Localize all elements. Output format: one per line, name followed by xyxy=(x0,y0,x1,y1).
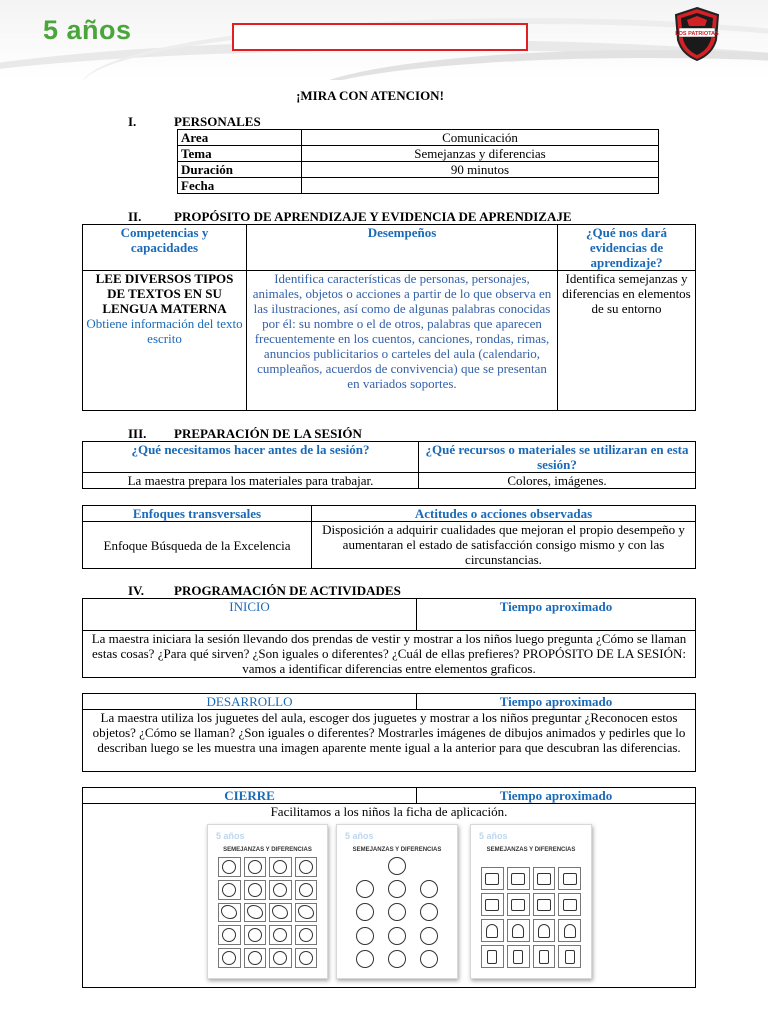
table-row xyxy=(178,130,659,146)
competencia-text: LEE DIVERSOS TIPOS DE TEXTOS EN SU LENGUA MATERNA xyxy=(95,271,234,316)
section-number: II. xyxy=(128,209,142,224)
table-cell-label: Tema xyxy=(178,146,302,162)
worksheet-cell xyxy=(507,945,530,968)
worksheet-drawing xyxy=(537,899,551,911)
table-header: Competencias y capacidades xyxy=(83,225,247,271)
worksheet-drawing xyxy=(299,928,313,942)
phase-label-desarrollo: DESARROLLO xyxy=(83,694,417,710)
page-title: ¡MIRA CON ATENCION! xyxy=(296,88,444,103)
table-header: ¿Qué recursos o materiales se utilizaran en esta sesión? xyxy=(419,442,696,473)
worksheet-drawing xyxy=(420,950,438,968)
worksheet-drawing xyxy=(356,950,374,968)
worksheet-drawing xyxy=(273,883,287,897)
section-label: PROGRAMACIÓN DE ACTIVIDADES xyxy=(174,583,401,598)
worksheet-drawing xyxy=(222,860,236,874)
worksheet-drawing xyxy=(222,928,236,942)
table-header-row xyxy=(83,599,696,631)
personales-table xyxy=(177,129,659,194)
table-cell-value: 90 minutos xyxy=(302,162,659,178)
fruit-grid xyxy=(218,857,317,968)
worksheet-cell xyxy=(481,919,504,942)
grade-label: 5 años xyxy=(43,15,132,45)
worksheet-drawing xyxy=(248,883,262,897)
worksheet-thumbnail xyxy=(207,824,328,979)
worksheet-drawing xyxy=(388,857,406,875)
worksheet-cell xyxy=(269,903,292,923)
worksheet-drawing xyxy=(356,927,374,945)
proposito-table xyxy=(82,224,696,411)
tiempo-header: Tiempo aproximado xyxy=(417,694,696,710)
worksheet-drawing xyxy=(487,950,497,964)
table-row xyxy=(178,162,659,178)
capacidad-text: Obtiene información del texto escrito xyxy=(86,316,243,346)
table-cell-label: Area xyxy=(178,130,302,146)
worksheet-grade: 5 años xyxy=(479,831,508,841)
worksheet-cell xyxy=(533,893,556,916)
worksheet-drawing xyxy=(420,927,438,945)
worksheet-title: SEMEJANZAS Y DIFERENCIAS xyxy=(486,847,576,853)
worksheet-drawing xyxy=(539,950,549,964)
table-header-row xyxy=(83,694,696,710)
table-row xyxy=(178,178,659,194)
worksheet-cell xyxy=(507,919,530,942)
worksheet-cell xyxy=(218,948,241,968)
worksheet-cell xyxy=(383,950,410,968)
worksheet-drawing xyxy=(356,903,374,921)
school-shield-logo xyxy=(672,6,722,62)
worksheet-cell xyxy=(269,857,292,877)
worksheet-cell xyxy=(481,867,504,890)
worksheet-drawing xyxy=(563,899,577,911)
worksheet-cell xyxy=(533,945,556,968)
worksheet-cell xyxy=(383,880,410,898)
phase-label-inicio: INICIO xyxy=(83,599,417,631)
worksheet-cell xyxy=(351,880,378,898)
section-heading-proposito xyxy=(128,209,572,224)
table-row xyxy=(83,522,696,569)
worksheet-cell xyxy=(507,867,530,890)
worksheet-drawing xyxy=(221,905,237,919)
worksheet-cell xyxy=(244,903,267,923)
table-header: Actitudes o acciones observadas xyxy=(312,506,696,522)
worksheet-cell xyxy=(351,903,378,921)
table-row xyxy=(83,710,696,772)
worksheet-cell xyxy=(558,867,581,890)
table-cell-value: Comunicación xyxy=(302,130,659,146)
worksheet-cell xyxy=(244,880,267,900)
worksheet-drawing xyxy=(388,880,406,898)
worksheet-cell xyxy=(558,945,581,968)
worksheet-drawing xyxy=(537,873,551,885)
section-number: III. xyxy=(128,426,147,441)
worksheet-drawing xyxy=(299,883,313,897)
phase-label-cierre: CIERRE xyxy=(83,788,417,804)
antes-text: La maestra prepara los materiales para trabajar. xyxy=(83,473,419,489)
worksheet-drawing xyxy=(273,951,287,965)
table-header-row xyxy=(83,506,696,522)
worksheet-cell xyxy=(244,925,267,945)
table-row xyxy=(83,631,696,678)
table-row xyxy=(83,473,696,489)
worksheet-drawing xyxy=(485,899,499,911)
student-name-box[interactable] xyxy=(232,23,528,51)
worksheet-cell xyxy=(416,927,443,945)
table-header: ¿Qué nos dará evidencias de aprendizaje? xyxy=(558,225,696,271)
worksheet-drawing xyxy=(420,903,438,921)
enfoques-table xyxy=(82,505,696,569)
worksheet-drawing xyxy=(273,928,287,942)
page-header xyxy=(0,0,768,80)
worksheet-cell xyxy=(558,919,581,942)
worksheet-cell xyxy=(244,948,267,968)
table-header-row xyxy=(83,788,696,804)
worksheet-drawing xyxy=(299,951,313,965)
logo-text: LOS PATRIOTAS xyxy=(675,31,719,37)
worksheet-cell xyxy=(244,857,267,877)
section-heading-preparacion xyxy=(128,426,362,441)
preparacion-table xyxy=(82,441,696,489)
worksheet-cell xyxy=(507,893,530,916)
inicio-text: La maestra iniciara la sesión llevando dos prendas de vestir y mostrar a los niños luego pregunta ¿Cómo se llaman estas cosas? ¿Para qué sirven? ¿Son iguales o diferentes? ¿Cuál de ellas prefieres? PROPÓSITO DE LA SESIÓN: vamos a identificar diferencias entre elementos graficos. xyxy=(83,631,696,678)
desarrollo-table xyxy=(82,693,696,772)
worksheet-cell xyxy=(218,857,241,877)
table-cell-value: Semejanzas y diferencias xyxy=(302,146,659,162)
table-cell xyxy=(83,271,247,411)
inicio-table xyxy=(82,598,696,678)
worksheet-title: SEMEJANZAS Y DIFERENCIAS xyxy=(352,847,442,853)
table-cell-label: Duración xyxy=(178,162,302,178)
worksheet-cell xyxy=(218,903,241,923)
worksheet-drawing xyxy=(563,873,577,885)
worksheet-drawing xyxy=(485,873,499,885)
table-header: Enfoques transversales xyxy=(83,506,312,522)
worksheet-drawing xyxy=(248,860,262,874)
worksheet-thumbnail xyxy=(470,824,592,979)
cierre-text: Facilitamos a los niños la ficha de aplicación. xyxy=(83,804,696,988)
clothes-grid xyxy=(481,867,581,968)
worksheet-grade: 5 años xyxy=(216,831,245,841)
worksheet-cell xyxy=(295,925,318,945)
worksheet-drawing xyxy=(564,924,576,938)
worksheet-cell xyxy=(218,880,241,900)
table-cell-label: Fecha xyxy=(178,178,302,194)
worksheet-drawing xyxy=(512,924,524,938)
worksheet-thumbnail xyxy=(336,824,458,979)
table-row xyxy=(178,146,659,162)
worksheet-cell xyxy=(481,945,504,968)
section-label: PREPARACIÓN DE LA SESIÓN xyxy=(174,426,362,441)
worksheet-drawing xyxy=(356,880,374,898)
worksheet-drawing xyxy=(486,924,498,938)
worksheet-drawing xyxy=(420,880,438,898)
worksheet-title: SEMEJANZAS Y DIFERENCIAS xyxy=(223,847,312,853)
section-heading-programacion xyxy=(128,583,401,598)
section-number: I. xyxy=(128,114,137,129)
desempeno-text: Identifica características de personas, personajes, animales, objetos o acciones a partir de lo que observa en las ilustraciones, así como de algunas palabras conocidas por él: su nombre o el de otros, palabras que aparecen frecuentemente en los cuentos, canciones, rondas, rimas, anuncios publicitarios o carteles del aula (calendario, cumpleaños, acuerdos de convivencia) que se presentan en variados soportes. xyxy=(247,271,558,411)
worksheet-grade: 5 años xyxy=(345,831,374,841)
tiempo-header: Tiempo aproximado xyxy=(417,788,696,804)
fruit-compare-grid xyxy=(351,857,443,968)
worksheet-cell xyxy=(351,950,378,968)
worksheet-drawing xyxy=(247,905,263,919)
table-header: ¿Qué necesitamos hacer antes de la sesión? xyxy=(83,442,419,473)
worksheet-cell xyxy=(269,925,292,945)
worksheet-cell xyxy=(416,903,443,921)
worksheet-drawing xyxy=(222,883,236,897)
tiempo-header: Tiempo aproximado xyxy=(417,599,696,631)
worksheet-drawing xyxy=(538,924,550,938)
worksheet-cell xyxy=(295,880,318,900)
table-cell-value xyxy=(302,178,659,194)
enfoque-text: Enfoque Búsqueda de la Excelencia xyxy=(83,522,312,569)
worksheet-cell xyxy=(383,927,410,945)
desarrollo-text: La maestra utiliza los juguetes del aula, escoger dos juguetes y mostrar a los niños preguntar ¿Reconocen estos objetos? ¿Cómo se llaman? ¿Son iguales o diferentes? Mostrarles imágenes de dibujos animados y pedirles que lo describan luego se les muestra una imagen aparente mente igual a la anterior para que descubran las diferencias. xyxy=(83,710,696,772)
worksheet-cell xyxy=(558,893,581,916)
section-label: PROPÓSITO DE APRENDIZAJE Y EVIDENCIA DE APRENDIZAJE xyxy=(174,209,572,224)
worksheet-cell xyxy=(218,925,241,945)
worksheet-drawing xyxy=(248,951,262,965)
worksheet-drawing xyxy=(511,873,525,885)
section-number: IV. xyxy=(128,583,145,598)
worksheet-cell xyxy=(383,903,410,921)
recursos-text: Colores, imágenes. xyxy=(419,473,696,489)
worksheet-cell xyxy=(295,948,318,968)
actitud-text: Disposición a adquirir cualidades que mejoran el propio desempeño y aumentaran el estado de satisfacción consigo mismo y con las circunstancias. xyxy=(312,522,696,569)
table-header: Desempeños xyxy=(247,225,558,271)
worksheet-drawing xyxy=(565,950,575,964)
worksheet-cell xyxy=(416,950,443,968)
table-header-row xyxy=(83,442,696,473)
worksheet-drawing xyxy=(299,860,313,874)
worksheet-drawing xyxy=(248,928,262,942)
worksheet-cell xyxy=(533,919,556,942)
worksheet-drawing xyxy=(388,903,406,921)
worksheet-cell xyxy=(269,880,292,900)
worksheet-drawing xyxy=(388,950,406,968)
table-row xyxy=(83,271,696,411)
worksheet-drawing xyxy=(511,899,525,911)
worksheet-drawing xyxy=(513,950,523,964)
worksheet-cell xyxy=(383,857,410,875)
worksheet-cell xyxy=(533,867,556,890)
worksheet-cell xyxy=(416,880,443,898)
worksheet-cell xyxy=(481,893,504,916)
worksheet-drawing xyxy=(222,951,236,965)
worksheet-drawing xyxy=(272,905,288,919)
worksheet-drawing xyxy=(388,927,406,945)
worksheet-cell xyxy=(269,948,292,968)
worksheet-drawing xyxy=(273,860,287,874)
table-header-row xyxy=(83,225,696,271)
worksheet-cell xyxy=(295,857,318,877)
section-label: PERSONALES xyxy=(174,114,261,129)
section-heading-personales xyxy=(128,114,261,129)
evidencia-text: Identifica semejanzas y diferencias en elementos de su entorno xyxy=(558,271,696,411)
worksheet-cell xyxy=(351,927,378,945)
worksheet-cell xyxy=(295,903,318,923)
worksheet-drawing xyxy=(298,905,314,919)
